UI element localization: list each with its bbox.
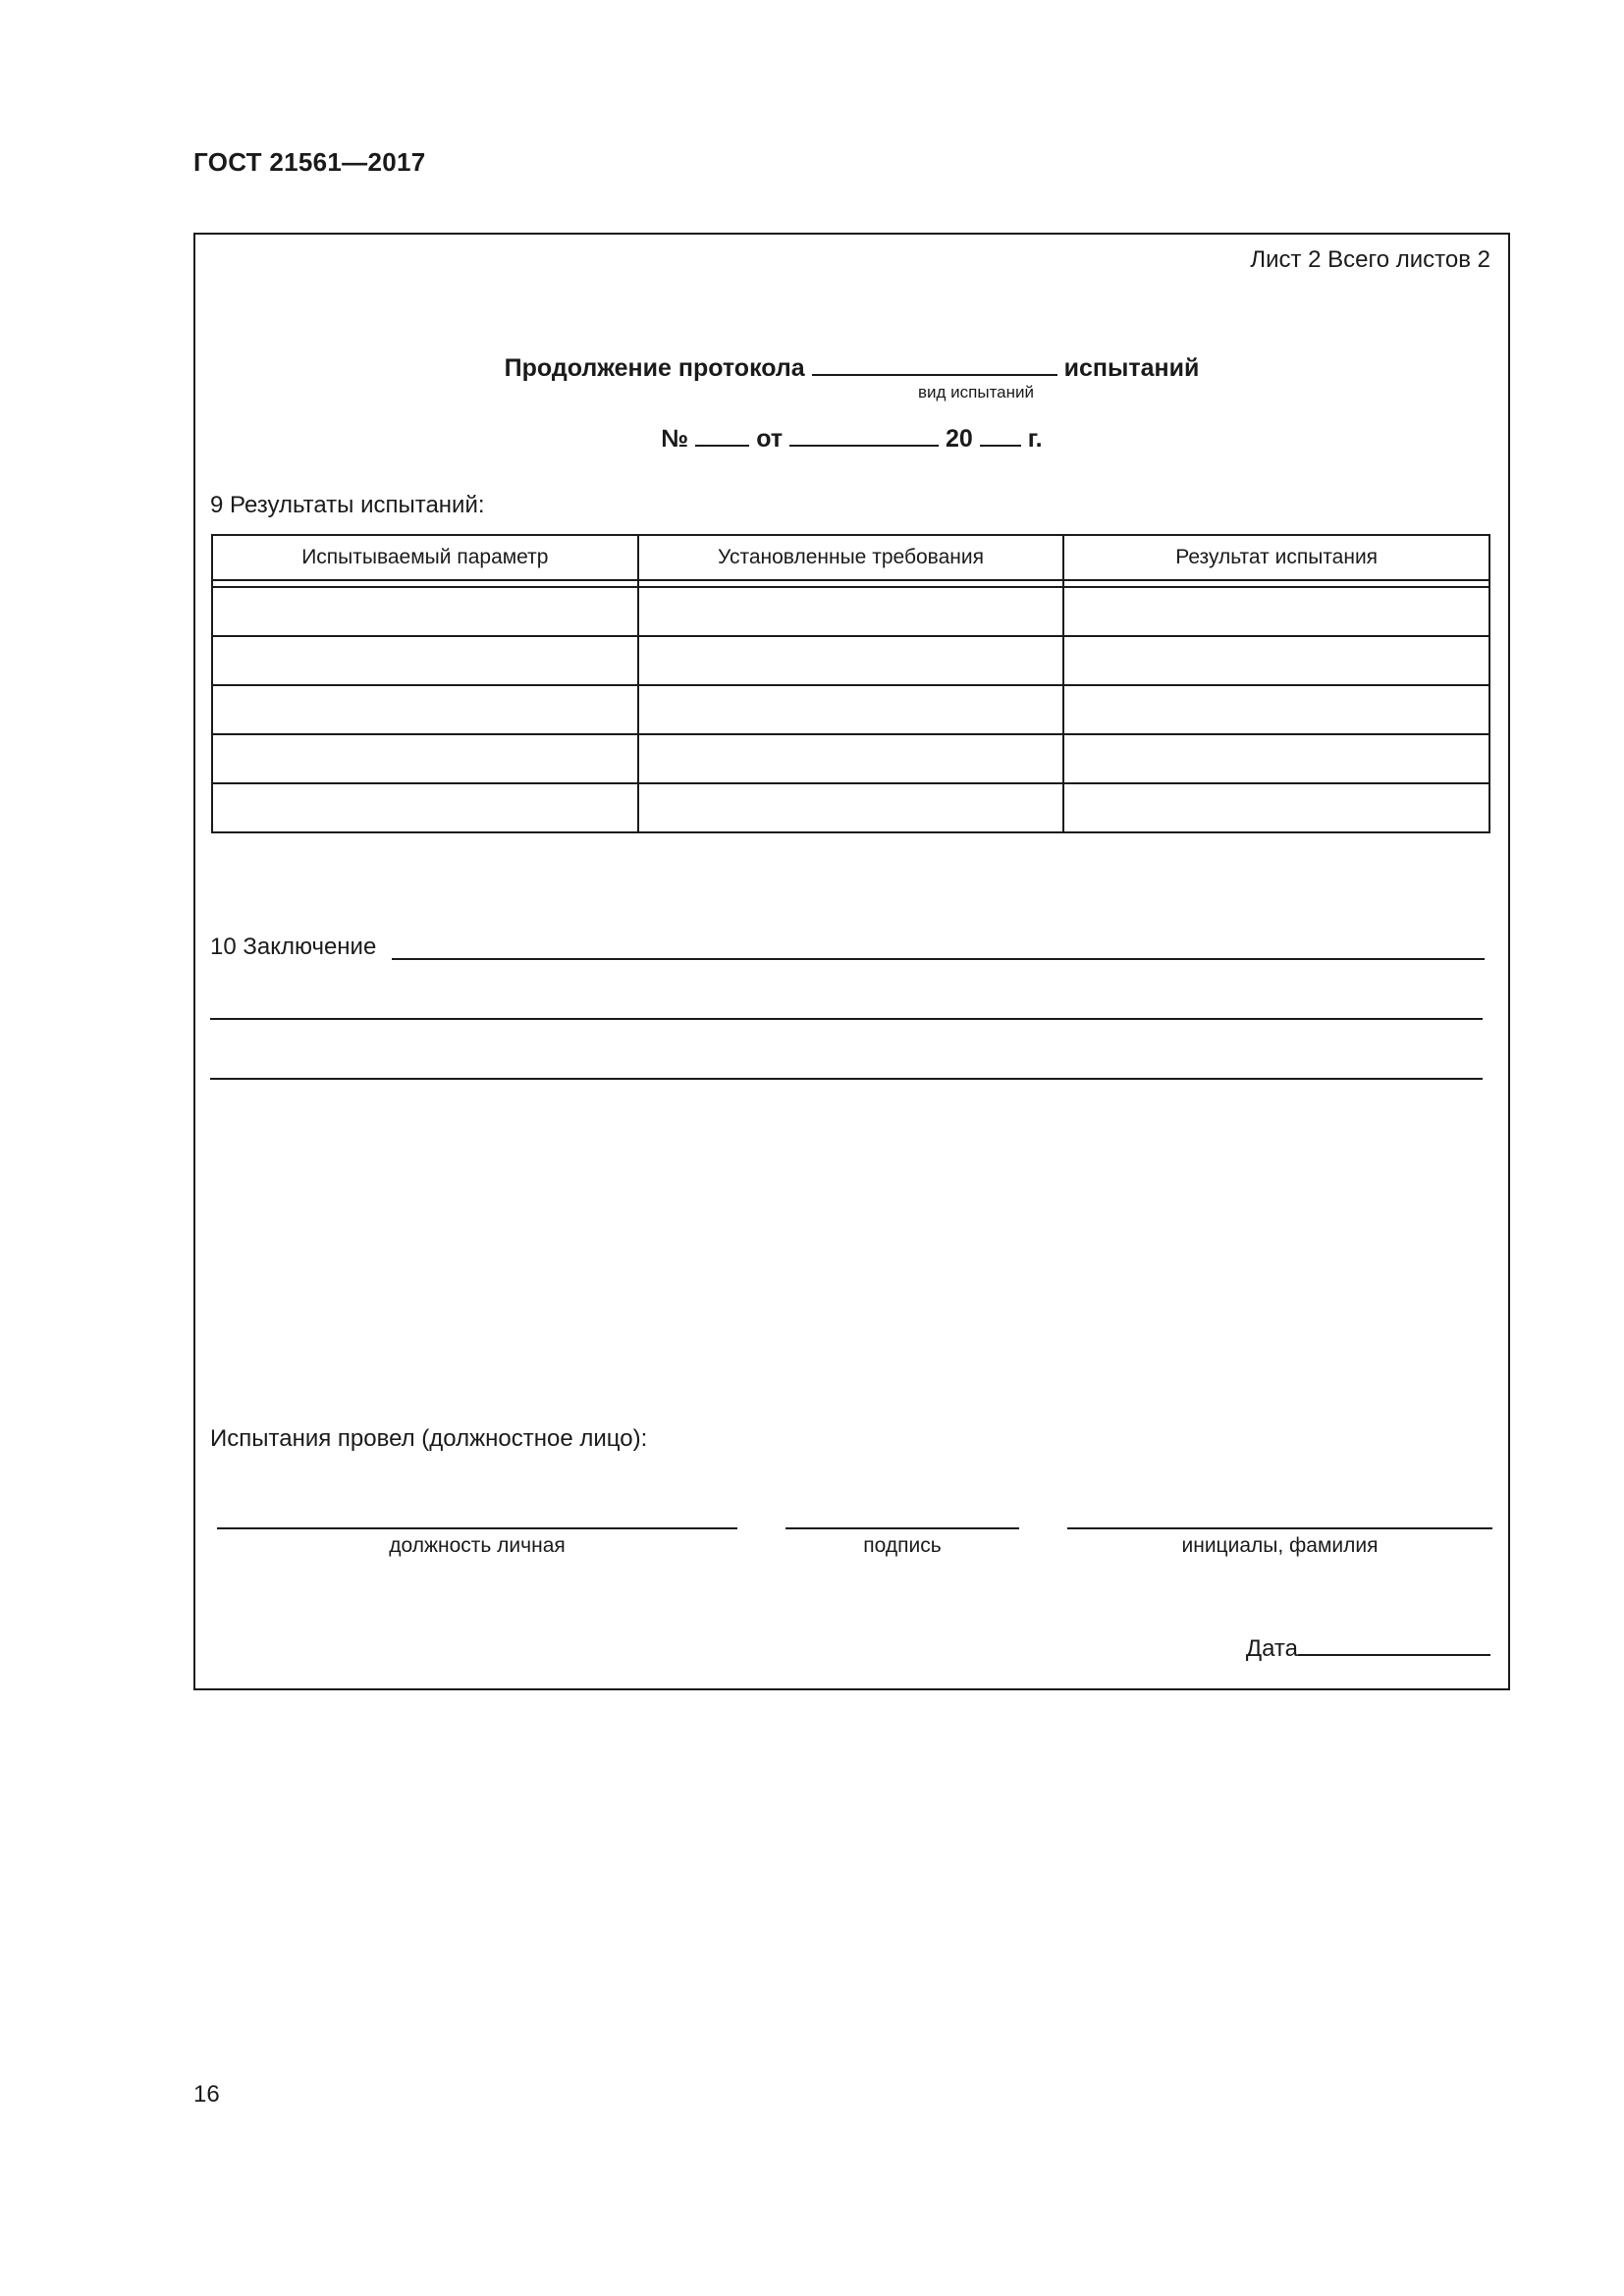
table-row [212, 636, 1489, 685]
sheet-info: Лист 2 Всего листов 2 [1250, 246, 1490, 273]
table-row [212, 587, 1489, 636]
table-header-spacer [212, 580, 1489, 587]
table-cell[interactable] [212, 636, 638, 685]
table-cell[interactable] [1063, 734, 1489, 783]
position-field[interactable] [217, 1527, 737, 1529]
document-code: ГОСТ 21561—2017 [193, 147, 426, 177]
year-suffix: г. [1027, 425, 1043, 453]
table-cell[interactable] [638, 783, 1064, 832]
page-number: 16 [193, 2081, 220, 2108]
table-cell[interactable] [638, 734, 1064, 783]
table-cell[interactable] [212, 685, 638, 734]
table-header-row [212, 535, 1489, 580]
position-caption: должность личная [389, 1534, 566, 1557]
protocol-year-field[interactable] [980, 423, 1021, 447]
table-cell[interactable] [1063, 685, 1489, 734]
signature-caption: подпись [863, 1534, 942, 1557]
results-label: 9 Результаты испытаний: [210, 492, 485, 518]
table-row [212, 783, 1489, 832]
title-suffix: испытаний [1063, 354, 1200, 382]
table-cell[interactable] [638, 636, 1064, 685]
column-header-requirements: Установленные требования [638, 535, 1064, 580]
date-field[interactable] [1298, 1632, 1490, 1656]
year-prefix: 20 [946, 425, 973, 453]
protocol-title [195, 352, 1508, 383]
table-cell[interactable] [1063, 587, 1489, 636]
number-sign: № [661, 425, 689, 453]
date-row [1246, 1632, 1490, 1663]
test-type-field[interactable] [812, 352, 1057, 376]
table-row [212, 685, 1489, 734]
conducted-by-label: Испытания провел (должностное лицо): [210, 1425, 648, 1452]
protocol-date-field[interactable] [789, 423, 939, 447]
table-cell[interactable] [212, 783, 638, 832]
table-cell[interactable] [1063, 636, 1489, 685]
signature-field[interactable] [785, 1527, 1019, 1529]
name-caption: инициалы, фамилия [1181, 1534, 1379, 1557]
protocol-form [193, 233, 1510, 1690]
test-type-caption: вид испытаний [917, 383, 1035, 401]
table-row [212, 734, 1489, 783]
protocol-number-field[interactable] [695, 423, 749, 447]
name-field[interactable] [1067, 1527, 1492, 1529]
conclusion-line[interactable] [392, 958, 1485, 960]
table-cell[interactable] [212, 587, 638, 636]
protocol-number-row [195, 423, 1508, 454]
table-cell[interactable] [638, 587, 1064, 636]
title-prefix: Продолжение протокола [504, 354, 805, 382]
column-header-result: Результат испытания [1063, 535, 1489, 580]
table-cell[interactable] [212, 734, 638, 783]
date-label: Дата [1245, 1635, 1298, 1662]
conclusion-line[interactable] [210, 1078, 1483, 1080]
table-cell[interactable] [638, 685, 1064, 734]
results-table [211, 534, 1490, 833]
conclusion-label: 10 Заключение [210, 934, 377, 960]
column-header-parameter: Испытываемый параметр [212, 535, 638, 580]
conclusion-line[interactable] [210, 1018, 1483, 1020]
from-word: от [756, 425, 784, 453]
table-cell[interactable] [1063, 783, 1489, 832]
